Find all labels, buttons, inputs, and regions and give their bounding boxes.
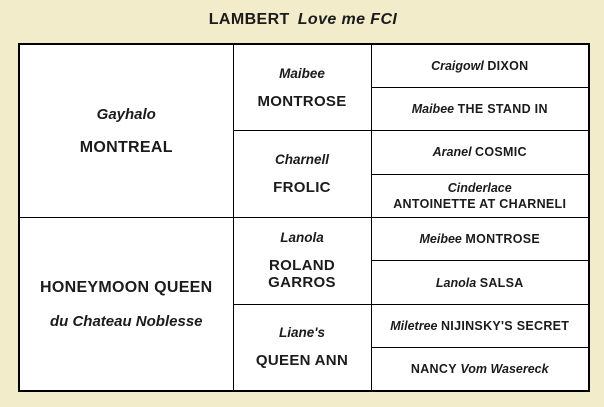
dog-name-suffix: Love me FCI [297, 11, 398, 28]
name-prefix: Charnell [274, 152, 329, 168]
name-prefix: Cinderlace [447, 180, 512, 195]
name-prefix: Maibee [411, 102, 455, 117]
name-main: NIJINSKY'S SECRET [440, 318, 570, 333]
name-main: ROLAND GARROS [268, 257, 336, 292]
name-main: ANTOINETTE AT CHARNELI [393, 196, 567, 211]
cell-dam [19, 218, 233, 392]
cell-dam-dam-dam [371, 348, 589, 391]
cell-sire-dam [233, 131, 371, 218]
cell-dam-sire-sire [371, 218, 589, 261]
name-main: THE STAND IN [457, 102, 548, 117]
name-prefix: Miletree [390, 318, 438, 333]
name-prefix: Lanola [280, 230, 324, 246]
name-prefix: du Chateau Noblesse [49, 312, 203, 330]
name-main: NANCY [410, 362, 457, 377]
cell-sire-sire-sire [371, 44, 589, 87]
name-prefix: Craigowl [431, 58, 484, 73]
name-main: QUEEN ANN [255, 352, 349, 370]
name-main: SALSA [479, 275, 524, 290]
cell-sire-sire [233, 44, 371, 131]
name-prefix: Lanola [435, 275, 477, 290]
cell-dam-sire [233, 218, 371, 305]
cell-dam-dam [233, 304, 371, 391]
name-main: COSMIC [475, 145, 527, 160]
cell-sire-sire-dam [371, 87, 589, 130]
pedigree-title [18, 11, 588, 29]
name-main: HONEYMOON QUEEN [39, 278, 213, 296]
cell-sire-dam-dam [371, 174, 589, 217]
name-main: MONTROSE [465, 232, 540, 247]
pedigree-table [18, 43, 590, 392]
name-prefix: Gayhalo [96, 105, 156, 123]
cell-dam-sire-dam [371, 261, 589, 304]
name-prefix: Meibee [419, 232, 462, 247]
name-prefix: Vom Wasereck [460, 362, 549, 377]
name-prefix: Liane's [279, 325, 325, 341]
name-main: DIXON [487, 58, 529, 73]
name-prefix: Aranel [432, 145, 472, 160]
cell-sire [19, 44, 233, 218]
name-prefix: Maibee [279, 65, 325, 81]
name-main: MONTREAL [79, 138, 173, 156]
dog-name: LAMBERT [208, 11, 290, 28]
cell-sire-dam-sire [371, 131, 589, 174]
name-main: MONTROSE [257, 92, 347, 110]
cell-dam-dam-sire [371, 304, 589, 347]
name-main: FROLIC [273, 179, 331, 197]
